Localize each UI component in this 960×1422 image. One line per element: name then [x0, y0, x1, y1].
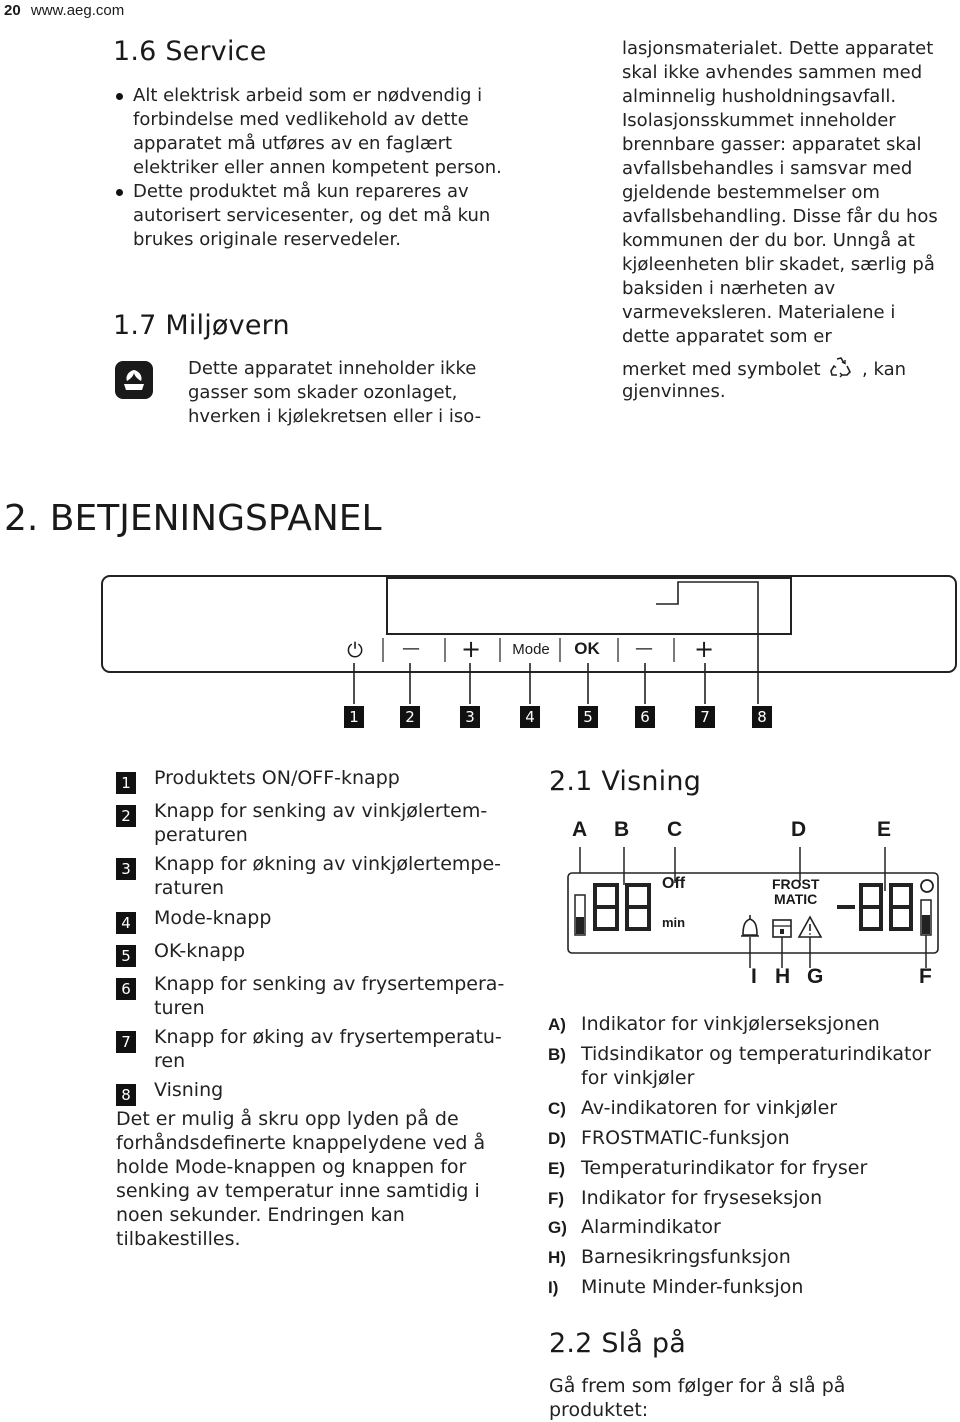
legend-text: Minute Minder-funksjon: [581, 1276, 804, 1298]
environment-text-left: Dette apparatet inneholder ikke gasser som skader ozonlaget, hverken i kjølekretsen eller i iso-: [188, 358, 482, 427]
legend-key: C): [548, 1099, 566, 1118]
legend-key: B): [548, 1045, 566, 1064]
ok-button[interactable]: OK: [574, 639, 600, 658]
legend-text: Tidsindikator og temperaturindikator: [581, 1043, 931, 1065]
slaa-paa-text: Gå frem som følger for å slå på produktet:: [549, 1375, 846, 1421]
list-item: Alt elektrisk arbeid som er nødvendig i forbindelse med vedlikehold av dette apparatet må utføres av en faglært elektriker eller annen kompetent person.: [113, 84, 523, 180]
button-item-list: [116, 766, 536, 1106]
legend-text: FROSTMATIC-funksjon: [581, 1127, 790, 1149]
display-label-a: A: [572, 818, 588, 841]
section-title-miljovern: 1.7 Miljøvern: [113, 310, 290, 341]
display-label-d: D: [791, 818, 807, 841]
symbol-line-text-end: , kan: [862, 359, 907, 380]
item-label: Knapp for senking av vinkjølertem-: [154, 800, 488, 822]
panel-number-box: 6: [635, 706, 655, 728]
panel-number-box: 4: [520, 706, 540, 728]
display-label-c: C: [667, 818, 683, 841]
item-number: 7: [116, 1031, 136, 1053]
panel-number-row: [0, 706, 960, 732]
legend-key: E): [548, 1159, 565, 1178]
item-label-cont: turen: [154, 997, 205, 1019]
recycle-icon: [828, 356, 854, 378]
panel-number-box: 2: [400, 706, 420, 728]
item-number: 1: [116, 772, 136, 794]
item-label: Visning: [154, 1079, 224, 1101]
symbol-line-text: merket med symbolet: [622, 359, 821, 380]
note-text: Det er mulig å skru opp lyden på de forhåndsdefinerte knappelydene ved å holde Mode-knappen og knappen for senking av temperatur inne samtidig i noen sekunder. Endringen kan tilbakestilles.: [116, 1108, 486, 1250]
item-label: Mode-knapp: [154, 907, 272, 929]
section-title-slaa-paa: 2.2 Slå på: [549, 1328, 686, 1359]
panel-number-box: 7: [695, 706, 715, 728]
frost-label: FROST: [772, 876, 820, 892]
matic-label: MATIC: [774, 891, 818, 907]
item-label: Knapp for senking av frysertempera-: [154, 973, 505, 995]
display-label-f: F: [919, 965, 932, 988]
legend-key: I): [548, 1278, 559, 1297]
section-title-panel: 2. BETJENINGSPANEL: [4, 498, 382, 539]
freezer-temp-up-button[interactable]: +: [693, 635, 715, 663]
item-number: 2: [116, 805, 136, 827]
legend-text: Indikator for vinkjølerseksjonen: [581, 1013, 880, 1035]
off-label: Off: [662, 875, 686, 892]
environment-text-end: gjenvinnes.: [622, 381, 726, 402]
item-number: 3: [116, 858, 136, 880]
item-number: 6: [116, 978, 136, 1000]
panel-number-box: 5: [578, 706, 598, 728]
freezer-temp-down-button[interactable]: —: [635, 638, 653, 659]
display-legend: [548, 1012, 948, 1302]
display-label-h: H: [775, 965, 791, 988]
environment-icon: [114, 360, 154, 400]
legend-text: Temperaturindikator for fryser: [581, 1157, 868, 1179]
item-number: 4: [116, 912, 136, 934]
section-title-service: 1.6 Service: [113, 36, 267, 67]
legend-text: Barnesikringsfunksjon: [581, 1246, 791, 1268]
legend-text: Indikator for fryseseksjon: [581, 1187, 823, 1209]
display-label-b: B: [614, 818, 630, 841]
panel-number-box: 3: [460, 706, 480, 728]
display-label-g: G: [807, 965, 824, 988]
list-item: Dette produktet må kun repareres av autorisert servicesenter, og det må kun brukes originale reservedeler.: [113, 180, 523, 252]
display-diagram: [555, 815, 945, 995]
page-number: 20: [4, 2, 21, 19]
panel-number-box: 8: [752, 706, 772, 728]
legend-key: G): [548, 1218, 567, 1237]
environment-text-right: lasjonsmaterialet. Dette apparatet skal ikke avhendes sammen med alminnelig husholdningsavfall. Isolasjonsskummet inneholder brennbare gasser: apparatet skal avfallsbehandles i samsvar med gjeldende bestemmelser om avfallsbehandling. Disse får du hos kommunen der du bor. Unngå at kjøleenheten blir skadet, særlig på baksiden i nærheten av varmeveksleren. Materialene i dette apparatet som er: [622, 38, 938, 347]
page-header: [4, 2, 124, 19]
min-label: min: [662, 915, 686, 930]
legend-text: Alarmindikator: [581, 1216, 721, 1238]
item-label: Produktets ON/OFF-knapp: [154, 767, 400, 789]
item-label: Knapp for økning av vinkjølertempe-: [154, 853, 501, 875]
wine-temp-down-button[interactable]: —: [402, 638, 420, 659]
legend-text: Av-indikatoren for vinkjøler: [581, 1097, 838, 1119]
item-label-cont: ren: [154, 1050, 186, 1072]
environment-text-symbol-line: [622, 356, 944, 382]
display-label-e: E: [877, 818, 892, 841]
legend-key: D): [548, 1129, 566, 1148]
wine-temp-up-button[interactable]: +: [460, 635, 482, 663]
legend-key: F): [548, 1189, 565, 1208]
legend-key: H): [548, 1248, 566, 1267]
power-button[interactable]: ⏻: [347, 638, 363, 662]
service-bullets: [113, 84, 523, 252]
item-number: 8: [116, 1084, 136, 1106]
item-label-cont: peraturen: [154, 824, 248, 846]
item-label-cont: raturen: [154, 877, 225, 899]
display-label-i: I: [751, 965, 757, 988]
item-label: OK-knapp: [154, 940, 246, 962]
site-url: www.aeg.com: [30, 2, 125, 19]
legend-key: A): [548, 1015, 566, 1034]
legend-text-cont: for vinkjøler: [581, 1067, 695, 1089]
section-title-visning: 2.1 Visning: [549, 766, 702, 797]
panel-number-box: 1: [344, 706, 364, 728]
panel-buttons: [100, 635, 800, 666]
item-number: 5: [116, 945, 136, 967]
item-label: Knapp for øking av frysertemperatu-: [154, 1026, 502, 1048]
mode-button[interactable]: Mode: [512, 641, 550, 658]
